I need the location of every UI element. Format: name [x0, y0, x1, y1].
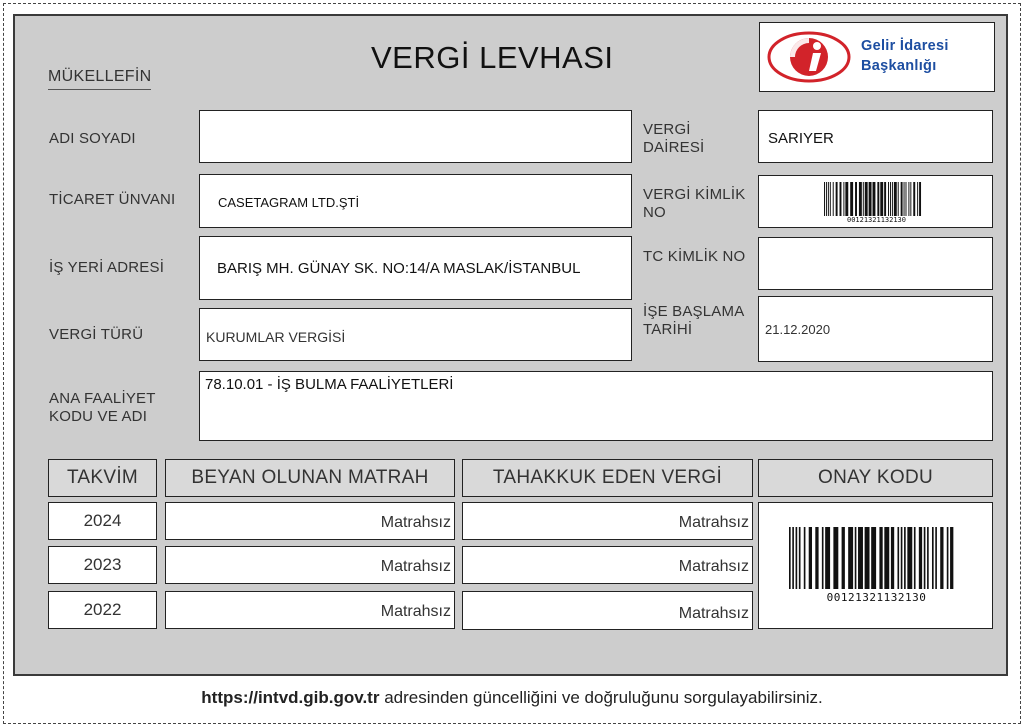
barcode-bar	[804, 527, 806, 589]
barcode-bar	[901, 182, 903, 216]
gib-logo-icon	[766, 29, 852, 85]
vergi-kimlik-no-field	[758, 175, 993, 228]
barcode-bar	[898, 182, 899, 216]
barcode-bar	[940, 527, 943, 589]
label-vkn-line2: NO	[643, 204, 666, 221]
barcode-bar	[796, 527, 798, 589]
barcode-bar	[869, 182, 872, 216]
barcode-bar	[815, 527, 818, 589]
onay-kodu-barcode-text: 00121321132130	[826, 591, 927, 604]
ticaret-unvani-field	[199, 174, 632, 228]
barcode-bar	[871, 527, 876, 589]
barcode-bar	[904, 182, 905, 216]
document-title: VERGİ LEVHASI	[371, 40, 614, 75]
gib-logo	[759, 22, 995, 92]
vergi-cell-2023: Matrahsız	[462, 546, 753, 584]
barcode-bar	[865, 527, 870, 589]
vergi-dairesi-value: SARIYER	[768, 130, 834, 147]
ana-faaliyet-field	[199, 371, 993, 441]
barcode-bar	[901, 527, 903, 589]
barcode-bar	[947, 527, 949, 589]
label-tc-kimlik-no: TC KİMLİK NO	[643, 248, 746, 265]
label-vkn-line1: VERGİ KİMLİK	[643, 186, 746, 203]
vergi-kimlik-barcode-text: 00121321132130	[846, 216, 906, 224]
onay-kodu-barcode	[789, 527, 955, 589]
barcode-bar	[932, 527, 934, 589]
ana-faaliyet-value: 78.10.01 - İŞ BULMA FAALİYETLERİ	[205, 376, 454, 393]
barcode-bar	[836, 182, 838, 216]
vergi-turu-field	[199, 308, 632, 361]
barcode-bar	[904, 527, 906, 589]
barcode-bar	[833, 527, 838, 589]
barcode-bar	[826, 182, 827, 216]
barcode-bar	[908, 182, 909, 216]
barcode-bar	[850, 182, 853, 216]
ticaret-unvani-value: CASETAGRAM LTD.ŞTİ	[218, 195, 360, 210]
adi-soyadi-field	[199, 110, 632, 163]
ise-baslama-field	[758, 296, 993, 362]
ise-baslama-value: 21.12.2020	[765, 322, 831, 337]
label-adi-soyadi: ADI SOYADI	[49, 130, 136, 147]
barcode-bar	[840, 182, 842, 216]
section-label: MÜKELLEFİN	[48, 68, 151, 90]
header-matrah: BEYAN OLUNAN MATRAH	[165, 459, 455, 497]
vergi-turu-value: KURUMLAR VERGİSİ	[206, 329, 346, 345]
footer-text: adresinden güncelliğini ve doğruluğunu sorgulayabilirsiniz.	[379, 688, 823, 707]
barcode-bar	[809, 527, 812, 589]
is-yeri-adresi-value: BARIŞ MH. GÜNAY SK. NO:14/A MASLAK/İSTANBUL	[217, 260, 581, 277]
label-ise-baslama-line1: İŞE BAŞLAMA	[643, 303, 745, 320]
barcode-bar	[825, 527, 830, 589]
barcode-bar	[859, 182, 862, 216]
barcode-bar	[873, 182, 876, 216]
barcode-bar	[919, 527, 922, 589]
header-vergi: TAHAKKUK EDEN VERGİ	[462, 459, 753, 497]
barcode-bar	[799, 527, 801, 589]
barcode-bar	[880, 182, 883, 216]
onay-kodu-cell	[758, 502, 993, 629]
barcode-bar	[828, 182, 829, 216]
label-ticaret-unvani: TİCARET ÜNVANI	[49, 191, 176, 208]
barcode-bar	[855, 527, 857, 589]
year-cell-2023: 2023	[48, 546, 157, 584]
header-takvim: TAKVİM	[48, 459, 157, 497]
header-onay-kodu: ONAY KODU	[758, 459, 993, 497]
barcode-bar	[833, 182, 834, 216]
label-vergi-dairesi-line2: DAİRESİ	[643, 139, 705, 156]
barcode-bar	[927, 527, 929, 589]
tc-kimlik-no-field	[758, 237, 993, 290]
barcode-bar	[865, 182, 868, 216]
barcode-bar	[822, 527, 824, 589]
label-ise-baslama	[643, 303, 744, 339]
label-ise-baslama-line2: TARİHİ	[643, 321, 693, 338]
barcode-bar	[792, 527, 794, 589]
barcode-bar	[917, 182, 918, 216]
barcode-bar	[824, 182, 825, 216]
barcode-bar	[789, 527, 791, 589]
logo-line-1: Gelir İdaresi	[861, 38, 949, 54]
barcode-bar	[950, 527, 953, 589]
barcode-bar	[891, 527, 894, 589]
vergi-cell-2024: Matrahsız	[462, 502, 753, 540]
barcode-bar	[884, 527, 889, 589]
barcode-bar	[877, 182, 879, 216]
logo-line-2: Başkanlığı	[861, 58, 937, 74]
label-is-yeri-adresi: İŞ YERİ ADRESİ	[49, 259, 165, 276]
barcode-bar	[924, 527, 926, 589]
barcode-bar	[906, 182, 907, 216]
vergi-dairesi-field	[758, 110, 993, 163]
barcode-bar	[897, 527, 899, 589]
barcode-bar	[884, 182, 886, 216]
barcode-bar	[919, 182, 921, 216]
label-vergi-dairesi	[643, 121, 704, 157]
matrah-cell-2023: Matrahsız	[165, 546, 455, 584]
barcode-bar	[910, 182, 911, 216]
barcode-bar	[914, 527, 916, 589]
barcode-bar	[830, 182, 831, 216]
label-vergi-dairesi-line1: VERGİ	[643, 121, 691, 138]
barcode-bar	[848, 527, 853, 589]
vergi-kimlik-barcode	[824, 182, 922, 216]
barcode-bar	[892, 182, 893, 216]
vergi-cell-2022: Matrahsız	[462, 591, 753, 630]
barcode-bar	[879, 527, 882, 589]
label-vergi-kimlik-no	[643, 186, 745, 222]
barcode-bar	[935, 527, 937, 589]
barcode-bar	[863, 182, 864, 216]
footer-url[interactable]: https://intvd.gib.gov.tr	[201, 688, 380, 707]
year-cell-2022: 2022	[48, 591, 157, 629]
barcode-bar	[890, 182, 891, 216]
is-yeri-adresi-field	[199, 236, 632, 300]
barcode-bar	[894, 182, 897, 216]
barcode-bar	[858, 527, 863, 589]
barcode-bar	[913, 182, 915, 216]
gib-logo-text	[861, 36, 949, 76]
barcode-bar	[843, 182, 844, 216]
barcode-bar	[888, 182, 889, 216]
barcode-bar	[845, 182, 848, 216]
label-ana-faaliyet-line1: ANA FAALİYET	[49, 390, 156, 407]
barcode-bar	[907, 527, 912, 589]
matrah-cell-2024: Matrahsız	[165, 502, 455, 540]
barcode-bar	[842, 527, 845, 589]
label-ana-faaliyet-line2: KODU VE ADI	[49, 408, 148, 425]
matrah-cell-2022: Matrahsız	[165, 591, 455, 629]
year-cell-2024: 2024	[48, 502, 157, 540]
label-ana-faaliyet	[49, 390, 156, 426]
barcode-bar	[855, 182, 857, 216]
footer-note	[0, 688, 1024, 708]
label-vergi-turu: VERGİ TÜRÜ	[49, 326, 144, 343]
